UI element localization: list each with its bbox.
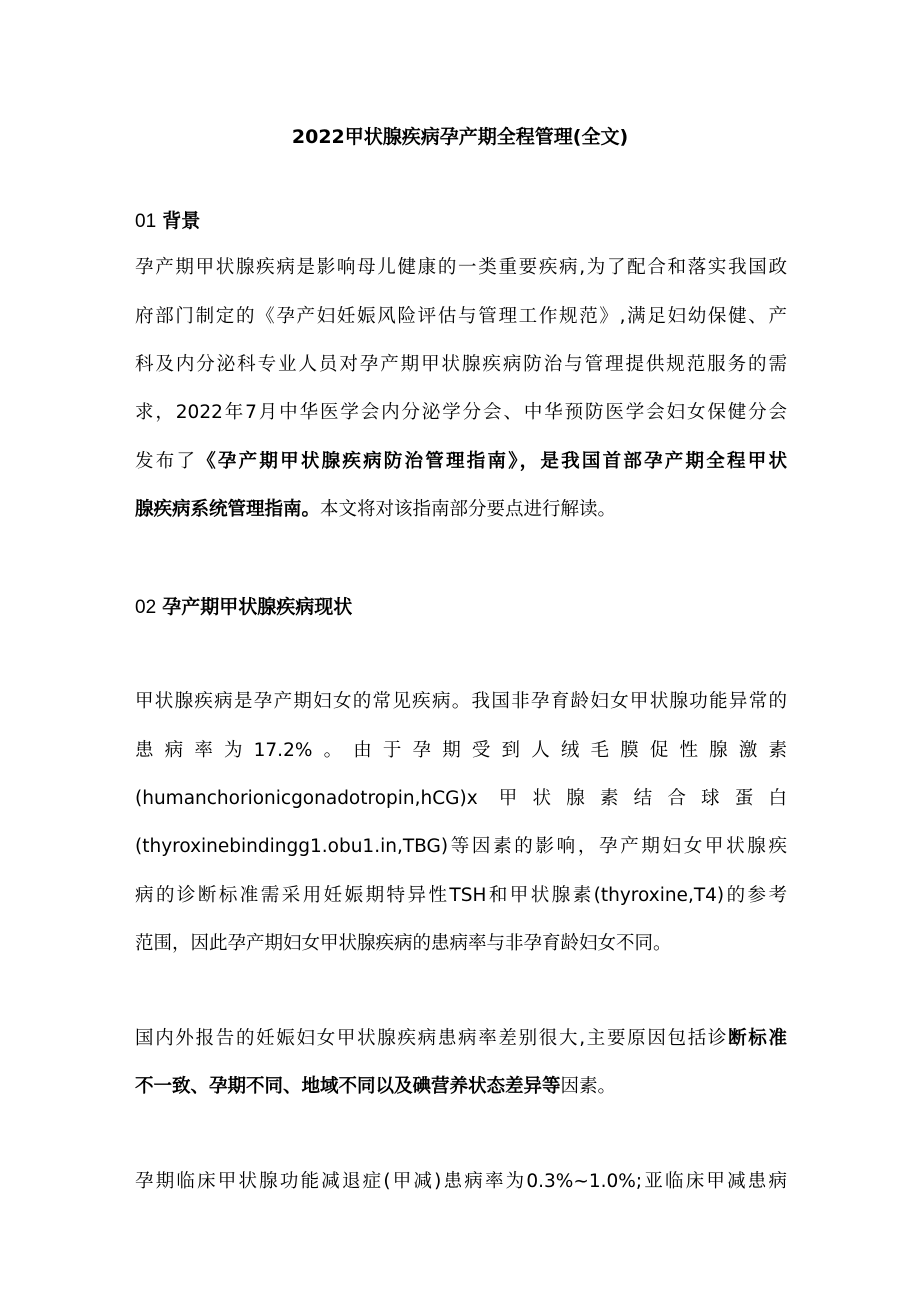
- paragraph-line: [135, 931, 787, 957]
- text-run: 本文将对该指南部分要点进行解读。: [320, 499, 617, 520]
- paragraph-line: [135, 738, 787, 764]
- text-run: 孕产期甲状腺疾病是影响母儿健康的一类重要疾病,为了配合和落实我国政: [135, 257, 787, 278]
- paragraph-line: [135, 497, 787, 523]
- paragraph-line: [135, 689, 787, 715]
- text-run: 范围，因此孕产期妇女甲状腺疾病的患病率与非孕育龄妇女不同。: [135, 933, 672, 954]
- section-heading-background: [135, 208, 200, 235]
- section-heading-text: 孕产期甲状腺疾病现状: [162, 596, 353, 618]
- paragraph-line: [135, 400, 787, 426]
- paragraph-line: [135, 1026, 787, 1052]
- paragraph-line: [135, 1169, 787, 1195]
- paragraph-line: [135, 304, 787, 330]
- text-run: 甲状腺疾病是孕产期妇女的常见疾病。我国非孕育龄妇女甲状腺功能异常的: [135, 691, 787, 712]
- bold-text-run: 断标准: [728, 1028, 787, 1049]
- text-run: 病的诊断标准需采用妊娠期特异性TSH和甲状腺素(thyroxine,T4)的参考: [135, 885, 787, 906]
- text-run: 国内外报告的妊娠妇女甲状腺疾病患病率差别很大,主要原因包括诊: [135, 1028, 729, 1049]
- text-run: (thyroxinebindingg1.obu1.in,TBG)等因素的影响，孕产期妇女甲状腺疾: [135, 836, 787, 857]
- text-run: 患病率为17.2%。由于孕期受到人绒毛膜促性腺激素: [135, 740, 787, 761]
- section-heading-status: [135, 594, 352, 621]
- section-number: 02: [135, 597, 157, 618]
- paragraph-line: [135, 834, 787, 860]
- text-run: 求，2022年7月中华医学会内分泌学分会、中华预防医学会妇女保健分会: [135, 402, 787, 423]
- bold-text-run: 腺疾病系统管理指南。: [135, 499, 321, 520]
- paragraph-line: [135, 786, 787, 812]
- section-heading-text: 背景: [162, 210, 201, 232]
- text-run: 府部门制定的《孕产妇妊娠风险评估与管理工作规范》,满足妇幼保健、产: [135, 306, 787, 327]
- bold-text-run: 不一致、孕期不同、地域不同以及碘营养状态差异等: [135, 1076, 561, 1097]
- paragraph-line: [135, 255, 787, 281]
- paragraph-line: [135, 883, 787, 909]
- text-run: 孕期临床甲状腺功能减退症(甲减)患病率为0.3%~1.0%;亚临床甲减患病: [135, 1171, 787, 1192]
- text-run: 因素。: [560, 1076, 617, 1097]
- section-number: 01: [135, 211, 157, 232]
- paragraph-line: [135, 449, 787, 475]
- text-run: (humanchorionicgonadotropin,hCG)x 甲状腺素结合球蛋白: [135, 788, 787, 809]
- paragraph-line: [135, 1074, 787, 1100]
- paragraph-line: [135, 352, 787, 378]
- text-run: 科及内分泌科专业人员对孕产期甲状腺疾病防治与管理提供规范服务的需: [135, 354, 787, 375]
- bold-text-run: 《孕产期甲状腺疾病防治管理指南》，是我国首部孕产期全程甲状: [197, 451, 787, 472]
- document-title: 2022甲状腺疾病孕产期全程管理(全文): [291, 126, 629, 148]
- text-run: 发布了: [135, 451, 198, 472]
